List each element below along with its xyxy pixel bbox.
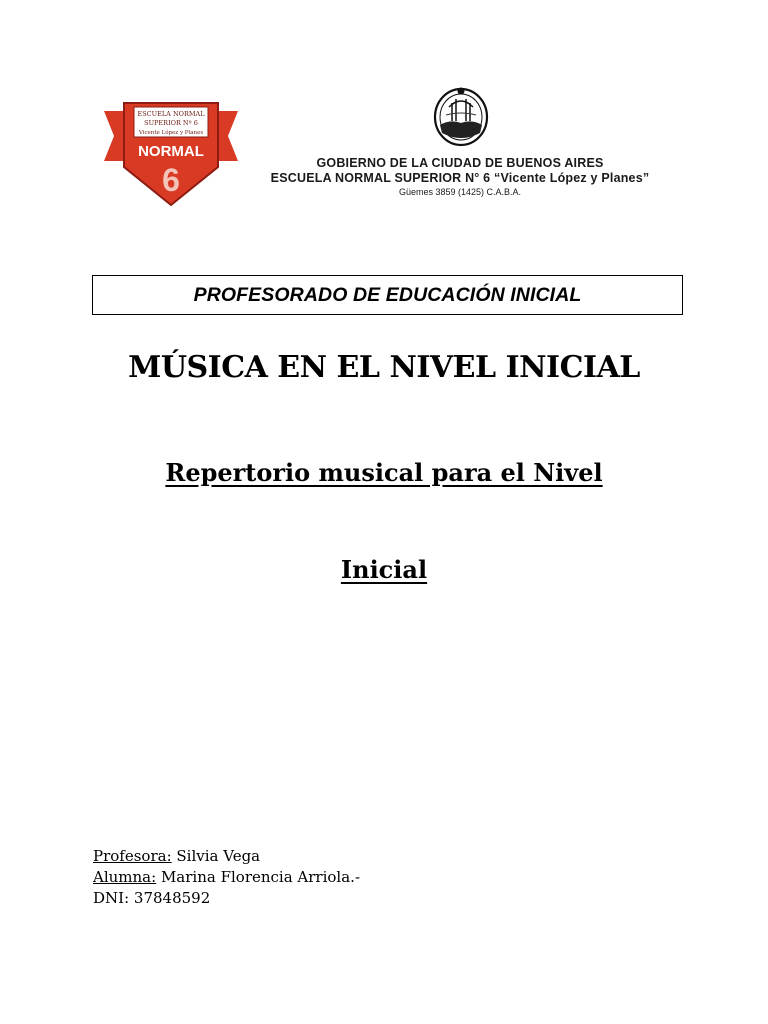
government-name: GOBIERNO DE LA CIUDAD DE BUENOS AIRES <box>316 156 604 170</box>
logo-badge-number: 6 <box>162 162 180 198</box>
logo-banner-line3: Vicente López y Planes <box>138 130 204 136</box>
subtitle-line-1: Repertorio musical para el Nivel <box>165 458 603 487</box>
program-box <box>92 275 683 315</box>
logo-banner-line2: SUPERIOR Nº 6 <box>144 119 198 127</box>
teacher-label: Profesora: <box>93 847 172 865</box>
teacher-name: Silvia Vega <box>171 847 261 865</box>
city-of-buenos-aires-seal-icon <box>432 85 490 147</box>
logo-banner-line1: ESCUELA NORMAL <box>137 110 205 118</box>
school-logo <box>104 101 238 207</box>
student-line <box>93 867 360 887</box>
student-label: Alumna: <box>93 868 157 886</box>
dni-value: 37848592 <box>129 889 211 907</box>
document-title: MÚSICA EN EL NIVEL INICIAL <box>128 350 640 385</box>
logo-badge-text: NORMAL <box>138 143 204 160</box>
program-name: PROFESORADO DE EDUCACIÓN INICIAL <box>193 283 582 306</box>
subtitle-line-2: Inicial <box>340 555 428 584</box>
dni-label: DNI: <box>93 889 130 907</box>
dni-line <box>93 888 210 908</box>
school-name: ESCUELA NORMAL SUPERIOR N° 6 “Vicente López y Planes” <box>270 171 650 185</box>
student-name: Marina Florencia Arriola.- <box>156 868 361 886</box>
teacher-line <box>93 846 260 866</box>
school-address: Güemes 3859 (1425) C.A.B.A. <box>398 187 522 197</box>
